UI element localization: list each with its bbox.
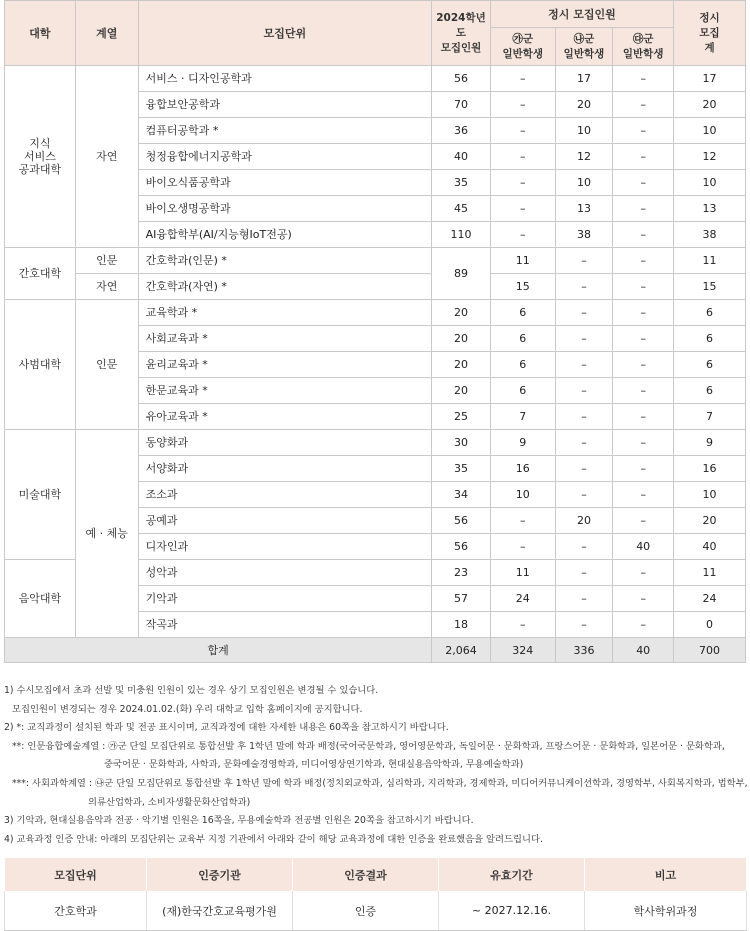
track-humanities: 인문 xyxy=(75,248,138,274)
note-4: 4) 교육과정 인증 안내: 아래의 모집단위는 교육부 지정 기관에서 아래와 같이 해당 교육과정에 대한 인증을 완료했음을 알려드립니다. xyxy=(4,833,543,845)
unit-cell: 성악과 xyxy=(138,560,432,586)
na-cell: 20 xyxy=(555,508,613,534)
note-2a: **: 인문융합예술계열 : ㉮군 단일 모집단위로 통합선발 후 1학년 말에 학과 배정(국어국문학과, 영어영문학과, 독일어문 · 문화학과, 프랑스어문 · 문화학과, 일본어문 · 문화학과, xyxy=(12,740,725,752)
quota-cell: 70 xyxy=(432,92,491,118)
quota-cell: 40 xyxy=(432,144,491,170)
table-row xyxy=(5,274,746,300)
total-cell: 9 xyxy=(674,430,746,456)
na-cell: – xyxy=(555,586,613,612)
da-cell: – xyxy=(613,482,674,508)
college-education: 사범대학 xyxy=(5,300,76,430)
da-cell: – xyxy=(613,118,674,144)
college-knowledge-service: 지식 서비스 공과대학 xyxy=(5,66,76,248)
unit-cell: 간호학과(자연) * xyxy=(138,274,432,300)
total-cell: 20 xyxy=(674,508,746,534)
unit-cell: AI융합학부(AI/지능형IoT전공) xyxy=(138,222,432,248)
total-cell: 10 xyxy=(674,170,746,196)
table-row xyxy=(5,430,746,456)
da-cell: – xyxy=(613,326,674,352)
certification-table xyxy=(4,858,747,931)
total-cell: 15 xyxy=(674,274,746,300)
unit-cell: 바이오생명공학과 xyxy=(138,196,432,222)
total-cell: 11 xyxy=(674,560,746,586)
track-arts-sports: 예 · 체능 xyxy=(75,430,138,638)
total-cell: 13 xyxy=(674,196,746,222)
unit-cell: 서양화과 xyxy=(138,456,432,482)
total-row xyxy=(5,638,746,663)
unit-cell: 디자인과 xyxy=(138,534,432,560)
ga-cell: – xyxy=(490,66,555,92)
unit-cell: 서비스 · 디자인공학과 xyxy=(138,66,432,92)
header-regular-quota: 정시 모집인원 xyxy=(490,1,673,28)
da-cell: – xyxy=(613,92,674,118)
header-da-group: ㉰군 일반학생 xyxy=(613,28,674,66)
ga-cell: 11 xyxy=(490,560,555,586)
ga-cell: 9 xyxy=(490,430,555,456)
cert-row xyxy=(5,891,747,931)
da-cell: – xyxy=(613,196,674,222)
da-cell: – xyxy=(613,300,674,326)
quota-cell: 20 xyxy=(432,300,491,326)
quota-cell: 56 xyxy=(432,508,491,534)
da-cell: – xyxy=(613,560,674,586)
unit-cell: 윤리교육과 * xyxy=(138,352,432,378)
ga-cell: 6 xyxy=(490,300,555,326)
quota-cell: 25 xyxy=(432,404,491,430)
track-natural: 자연 xyxy=(75,274,138,300)
unit-cell: 공예과 xyxy=(138,508,432,534)
total-cell: 6 xyxy=(674,300,746,326)
quota-cell: 35 xyxy=(432,170,491,196)
na-cell: 12 xyxy=(555,144,613,170)
header-unit: 모집단위 xyxy=(138,1,432,66)
quota-cell: 20 xyxy=(432,326,491,352)
quota-cell: 35 xyxy=(432,456,491,482)
na-cell: – xyxy=(555,248,613,274)
da-cell: – xyxy=(613,66,674,92)
quota-cell: 56 xyxy=(432,66,491,92)
unit-cell: 간호학과(인문) * xyxy=(138,248,432,274)
cert-header-row xyxy=(5,858,747,891)
header-college: 대학 xyxy=(5,1,76,66)
total-cell: 20 xyxy=(674,92,746,118)
cert-agency: (재)한국간호교육평가원 xyxy=(147,891,293,931)
ga-cell: 10 xyxy=(490,482,555,508)
da-cell: – xyxy=(613,274,674,300)
note-2a-cont: 중국어문 · 문화학과, 사학과, 문화예술경영학과, 미디어영상연기학과, 현대실용음악학과, 무용예술학과) xyxy=(104,759,524,771)
header-regular-total: 정시 모집 계 xyxy=(674,1,746,66)
na-cell: 13 xyxy=(555,196,613,222)
college-nursing: 간호대학 xyxy=(5,248,76,300)
quota-table xyxy=(4,0,746,663)
na-cell: – xyxy=(555,326,613,352)
note-1b: 모집인원이 변경되는 경우 2024.01.02.(화) 우리 대학교 입학 홈페이지에 공지합니다. xyxy=(12,703,363,715)
quota-cell: 45 xyxy=(432,196,491,222)
cert-remarks: 학사학위과정 xyxy=(585,891,747,931)
ga-cell: – xyxy=(490,612,555,638)
note-1: 1) 수시모집에서 초과 선발 및 미충원 인원이 있는 경우 상기 모집인원은 변경될 수 있습니다. xyxy=(4,685,379,696)
na-cell: – xyxy=(555,378,613,404)
cert-header-validity: 유효기간 xyxy=(439,858,585,891)
note-2b: ***: 사회과학계열 : ㉯군 단일 모집단위로 통합선발 후 1학년 말에 학과 배정(정치외교학과, 심리학과, 지리학과, 경제학과, 미디어커뮤니케이션학과, 경영학부, 사회복지학과, 법학부, xyxy=(12,777,748,789)
quota-cell: 110 xyxy=(432,222,491,248)
ga-cell: – xyxy=(490,92,555,118)
unit-cell: 융합보안공학과 xyxy=(138,92,432,118)
total-cell: 0 xyxy=(674,612,746,638)
total-all: 700 xyxy=(674,638,746,663)
total-ga: 324 xyxy=(490,638,555,663)
na-cell: – xyxy=(555,352,613,378)
total-quota: 2,064 xyxy=(432,638,491,663)
ga-cell: – xyxy=(490,222,555,248)
total-na: 336 xyxy=(555,638,613,663)
ga-cell: – xyxy=(490,196,555,222)
ga-cell: – xyxy=(490,534,555,560)
na-cell: 38 xyxy=(555,222,613,248)
ga-cell: 6 xyxy=(490,352,555,378)
na-cell: – xyxy=(555,404,613,430)
header-track: 계열 xyxy=(75,1,138,66)
na-cell: – xyxy=(555,274,613,300)
da-cell: – xyxy=(613,378,674,404)
total-cell: 6 xyxy=(674,326,746,352)
header-na-group: ㉯군 일반학생 xyxy=(555,28,613,66)
track-humanities: 인문 xyxy=(75,300,138,430)
unit-cell: 한문교육과 * xyxy=(138,378,432,404)
unit-cell: 조소과 xyxy=(138,482,432,508)
quota-cell: 36 xyxy=(432,118,491,144)
unit-cell: 작곡과 xyxy=(138,612,432,638)
cert-header-agency: 인증기관 xyxy=(147,858,293,891)
ga-cell: 15 xyxy=(490,274,555,300)
footnotes xyxy=(4,682,746,849)
na-cell: – xyxy=(555,612,613,638)
na-cell: 10 xyxy=(555,118,613,144)
na-cell: – xyxy=(555,430,613,456)
quota-cell: 20 xyxy=(432,352,491,378)
na-cell: – xyxy=(555,534,613,560)
college-fine-arts: 미술대학 xyxy=(5,430,76,560)
na-cell: – xyxy=(555,300,613,326)
unit-cell: 동양화과 xyxy=(138,430,432,456)
ga-cell: 24 xyxy=(490,586,555,612)
na-cell: – xyxy=(555,456,613,482)
ga-cell: 11 xyxy=(490,248,555,274)
total-cell: 16 xyxy=(674,456,746,482)
quota-cell: 30 xyxy=(432,430,491,456)
header-ga-group: ㉮군 일반학생 xyxy=(490,28,555,66)
table-row xyxy=(5,248,746,274)
na-cell: 10 xyxy=(555,170,613,196)
quota-cell: 20 xyxy=(432,378,491,404)
ga-cell: 6 xyxy=(490,378,555,404)
total-cell: 11 xyxy=(674,248,746,274)
unit-cell: 교육학과 * xyxy=(138,300,432,326)
ga-cell: 7 xyxy=(490,404,555,430)
ga-cell: – xyxy=(490,170,555,196)
total-cell: 10 xyxy=(674,482,746,508)
total-cell: 17 xyxy=(674,66,746,92)
quota-cell: 23 xyxy=(432,560,491,586)
table-row xyxy=(5,300,746,326)
unit-cell: 유아교육과 * xyxy=(138,404,432,430)
da-cell: – xyxy=(613,222,674,248)
cert-validity: ~ 2027.12.16. xyxy=(439,891,585,931)
da-cell: – xyxy=(613,456,674,482)
cert-unit: 간호학과 xyxy=(5,891,147,931)
ga-cell: – xyxy=(490,144,555,170)
da-cell: – xyxy=(613,170,674,196)
da-cell: – xyxy=(613,508,674,534)
unit-cell: 청정융합에너지공학과 xyxy=(138,144,432,170)
quota-cell: 34 xyxy=(432,482,491,508)
total-cell: 6 xyxy=(674,378,746,404)
note-3: 3) 기악과, 현대실용음악과 전공 · 악기별 인원은 16쪽을, 무용예술학과 전공별 인원은 20쪽을 참고하시기 바랍니다. xyxy=(4,815,474,827)
total-cell: 7 xyxy=(674,404,746,430)
da-cell: – xyxy=(613,430,674,456)
quota-cell: 18 xyxy=(432,612,491,638)
cert-header-unit: 모집단위 xyxy=(5,858,147,891)
total-cell: 38 xyxy=(674,222,746,248)
cert-header-remarks: 비고 xyxy=(585,858,747,891)
da-cell: – xyxy=(613,144,674,170)
note-2b-cont: 의류산업학과, 소비자생활문화산업학과) xyxy=(88,796,251,808)
da-cell: – xyxy=(613,248,674,274)
track-natural: 자연 xyxy=(75,66,138,248)
total-label: 합계 xyxy=(5,638,432,663)
cert-result: 인증 xyxy=(293,891,439,931)
quota-cell: 89 xyxy=(432,248,491,300)
na-cell: – xyxy=(555,560,613,586)
header-quota-2024: 2024학년도 모집인원 xyxy=(432,1,491,66)
table-row xyxy=(5,66,746,92)
ga-cell: – xyxy=(490,508,555,534)
total-da: 40 xyxy=(613,638,674,663)
da-cell: – xyxy=(613,352,674,378)
ga-cell: 6 xyxy=(490,326,555,352)
na-cell: 20 xyxy=(555,92,613,118)
total-cell: 10 xyxy=(674,118,746,144)
da-cell: – xyxy=(613,612,674,638)
unit-cell: 사회교육과 * xyxy=(138,326,432,352)
total-cell: 24 xyxy=(674,586,746,612)
cert-header-result: 인증결과 xyxy=(293,858,439,891)
unit-cell: 컴퓨터공학과 * xyxy=(138,118,432,144)
na-cell: – xyxy=(555,482,613,508)
quota-cell: 57 xyxy=(432,586,491,612)
total-cell: 40 xyxy=(674,534,746,560)
na-cell: 17 xyxy=(555,66,613,92)
da-cell: 40 xyxy=(613,534,674,560)
unit-cell: 바이오식품공학과 xyxy=(138,170,432,196)
total-cell: 6 xyxy=(674,352,746,378)
college-music: 음악대학 xyxy=(5,560,76,638)
unit-cell: 기악과 xyxy=(138,586,432,612)
note-2: 2) *: 교직과정이 설치된 학과 및 전공 표시이며, 교직과정에 대한 자세한 내용은 60쪽을 참고하시기 바랍니다. xyxy=(4,722,449,734)
da-cell: – xyxy=(613,404,674,430)
ga-cell: – xyxy=(490,118,555,144)
quota-cell: 56 xyxy=(432,534,491,560)
total-cell: 12 xyxy=(674,144,746,170)
da-cell: – xyxy=(613,586,674,612)
ga-cell: 16 xyxy=(490,456,555,482)
